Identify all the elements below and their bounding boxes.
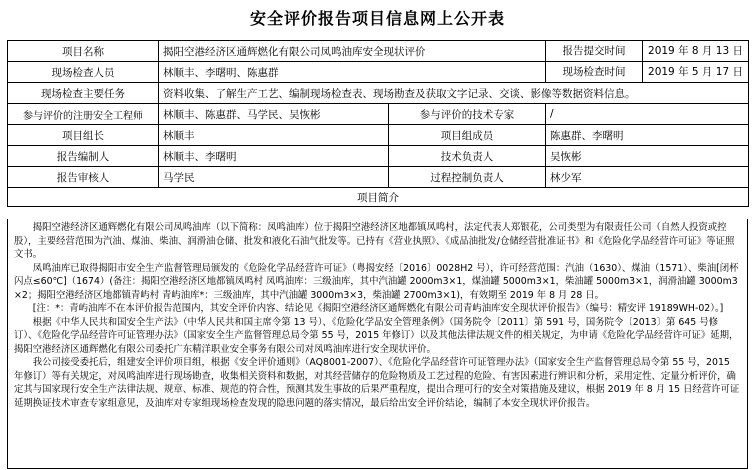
intro-paragraph: [注：*：青屿油库不在本评价报告范围内，其安全评价内容、结论见《揭阳空港经济区通辉燃化有限公司青屿油库安全现状评价报告》（编号：精安评 19189WH-02）。] [32, 303, 724, 314]
inspect-time-cell [546, 62, 749, 83]
intro-paragraph: 揭阳空港经济区通辉燃化有限公司凤鸣油库（以下简称：凤鸣油库）位于揭阳空港经济区地都镇凤鸣村，法定代表人郑银花，公司类型为有限责任公司（自然人投资或控股），主要经营范围为汽油、煤油、柴油、润滑油仓储、批发和液化石油气批发等。已持有《营业执照》、《成品油批发/仓储经营批准证书》和《危险化学品经营许可证》等证照文书。 [14, 222, 735, 260]
members-value: 陈惠群、李曙明 [546, 125, 749, 146]
intro-paragraph: 根据《中华人民共和国安全生产法》（中华人民共和国主席令第 13 号）、《危险化学品安全管理条例》（国务院令〔2011〕第 591 号，国务院令〔2013〕第 645 号修订）、《危险化学品经营许可证管理办法》（国家安全生产监督管理总局令第 55 号，2015 年修订）以及其他法律法规文件的相关规定，为申请《危险化学品经营许可证》延期，揭阳空港经济区通辉燃化有限公司委托广东精洋职业安全事务有限公司对凤鸣油库进行安全现状评价。 [14, 316, 739, 355]
tasks-value: 资料收集、了解生产工艺、编制现场检查表、现场勘查及获取文字记录、交谈、影像等数据资料信息。 [159, 83, 749, 104]
table-row [8, 146, 749, 167]
inspectors-label: 现场检查人员 [8, 62, 159, 83]
page-title: 安全评价报告项目信息网上公开表 [249, 9, 505, 28]
leader-value: 林顺丰 [159, 125, 389, 146]
members-label: 项目组成员 [389, 125, 546, 146]
inspect-time-value: 2019 年 5 月 17 日 [648, 66, 743, 78]
process-lead-value: 林少军 [546, 167, 749, 188]
submit-time-cell [546, 41, 749, 62]
tech-lead-label: 技术负责人 [389, 146, 546, 167]
table-row [8, 83, 749, 104]
reviewer-label: 报告审核人 [8, 167, 159, 188]
table-row [8, 104, 749, 125]
engineers-label: 参与评价的注册安全工程师 [8, 104, 159, 125]
submit-time-value: 2019 年 8 月 13 日 [648, 45, 743, 57]
tasks-label: 现场检查主要任务 [8, 83, 159, 104]
process-lead-label: 过程控制负责人 [389, 167, 546, 188]
project-name-value: 揭阳空港经济区通辉燃化有限公司凤鸣油库安全现状评价 [159, 41, 546, 62]
intro-paragraph: 我公司接受委托后，组建安全评价项目组，根据《安全评价通则》（AQ8001-2007）、《危险化学品经营许可证管理办法》（国家安全生产监督管理总局令第 55 号，2015 年修订）等有关规定，对凤鸣油库进行现场勘查，收集相关资料和数据，对其经营储存的危险物质及工艺过程的危险、有害因素进行辨识和分析，采用定性、定量分析评价，确定其与国家现行安全生产法律法规、规章、标准、规范的符合性，预测其发生事故的后果严重程度，提出合理可行的安全对策措施及建议，根据 2019 年 8 月 15 日经营许可证延期换证技术审查专家组意见，及油库对专家组现场检查发现的隐患问题的落实情况，最后给出安全评价结论，编制了本安全现状评价报告。 [14, 357, 740, 409]
engineers-value: 林顺丰、陈惠群、马学民、吴恢彬 [159, 104, 389, 125]
table-row [8, 188, 749, 207]
table-row [8, 62, 749, 83]
writer-value: 林顺丰、李曙明 [159, 146, 389, 167]
experts-value: / [546, 104, 749, 125]
submit-time-label: 报告提交时间 [546, 41, 643, 61]
table-row [8, 41, 749, 62]
leader-label: 项目组长 [8, 125, 159, 146]
table-row [8, 167, 749, 188]
reviewer-value: 马学民 [159, 167, 389, 188]
info-table [7, 40, 749, 207]
project-name-label: 项目名称 [8, 41, 159, 62]
table-row [8, 125, 749, 146]
inspect-time-label: 现场检查时间 [546, 62, 643, 82]
intro-paragraph: 凤鸣油库已取得揭阳市安全生产监督管理局颁发的《危险化学品经营许可证》（粤揭安经〔2016〕0028H2 号），许可经营范围：汽油（1630）、煤油（1571）、柴油[闭杯闪点≤60℃]（1674）(备注：揭阳空港经济区地都镇凤鸣村 凤鸣油库：三级油库，其中汽油罐 2000m3×1，煤油罐 5000m3×1，柴油罐 5000m3×1，润滑油罐 3000m3×2；揭阳空港经济区地都镇青屿村 青屿油库*：三级油库，其中汽油罐 3000m3×3，柴油罐 2700m3×1)，有效期至 2019 年 8 月 28 日。 [14, 262, 739, 301]
tech-lead-value: 吴恢彬 [546, 146, 749, 167]
experts-label: 参与评价的技术专家 [389, 104, 546, 125]
project-intro [7, 219, 748, 469]
intro-heading: 项目简介 [8, 188, 749, 207]
writer-label: 报告编制人 [8, 146, 159, 167]
inspectors-value: 林顺丰、李曙明、陈惠群 [159, 62, 546, 83]
